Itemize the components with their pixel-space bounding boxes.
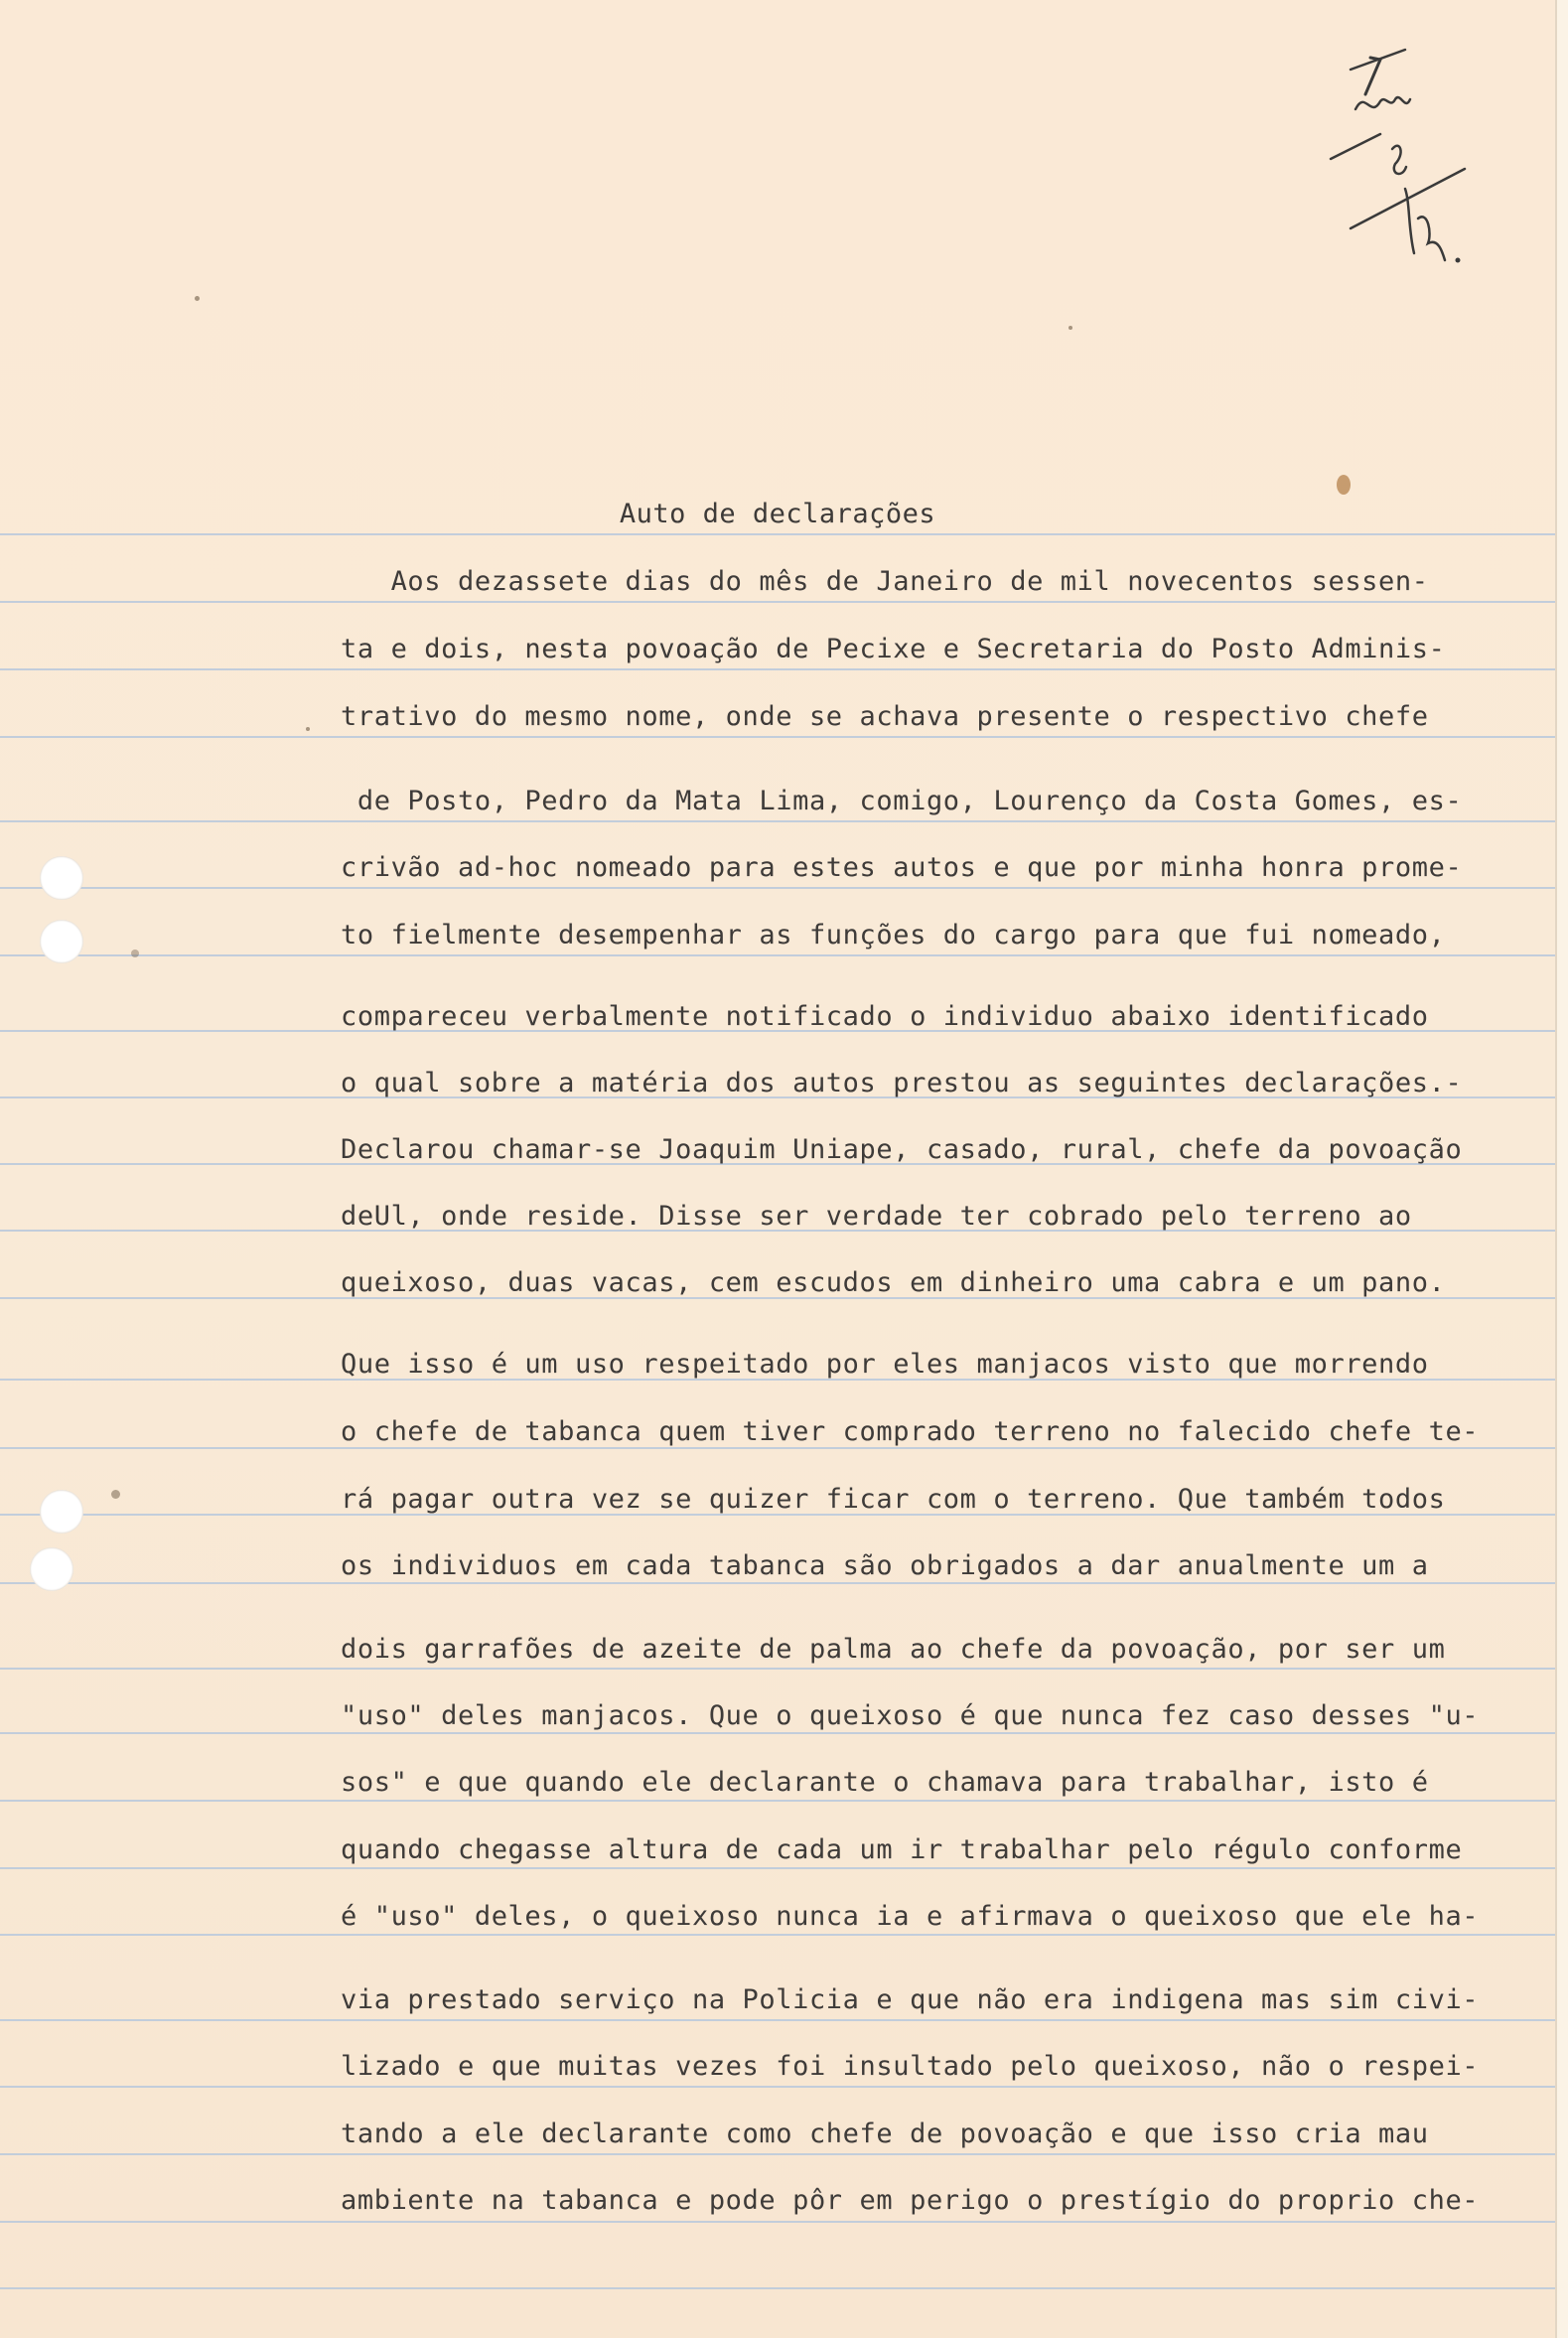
paper-spot [1337, 475, 1351, 495]
text-line: deUl, onde reside. Disse ser verdade ter cobrado pelo terreno ao [341, 1201, 1412, 1232]
paper-spot [131, 950, 139, 957]
text-line: "uso" deles manjacos. Que o queixoso é que nunca fez caso desses "u- [341, 1700, 1480, 1731]
text-line: os individuos em cada tabanca são obrigados a dar anualmente um a [341, 1550, 1429, 1581]
paper-spot [195, 296, 200, 301]
ruled-line [0, 2019, 1555, 2021]
binder-hole [30, 1547, 73, 1591]
text-line: lizado e que muitas vezes foi insultado pelo queixoso, não o respei- [341, 2051, 1480, 2082]
ruled-line [0, 2086, 1555, 2088]
text-line: sos" e que quando ele declarante o chamava para trabalhar, isto é [341, 1767, 1429, 1798]
ruled-line [0, 1732, 1555, 1734]
paper-spot [111, 1490, 120, 1499]
ruled-line [0, 668, 1555, 670]
ruled-line [0, 2153, 1555, 2155]
text-line: compareceu verbalmente notificado o individuo abaixo identificado [341, 1001, 1429, 1032]
text-line: de Posto, Pedro da Mata Lima, comigo, Lourenço da Costa Gomes, es- [341, 786, 1463, 816]
paper-spot [1069, 326, 1072, 330]
binder-hole [40, 856, 83, 900]
text-line: queixoso, duas vacas, cem escudos em dinheiro uma cabra e um pano. [341, 1267, 1446, 1298]
ruled-line [0, 1668, 1555, 1670]
ruled-line [0, 1934, 1555, 1936]
text-line: to fielmente desempenhar as funções do cargo para que fui nomeado, [341, 920, 1446, 950]
text-line: via prestado serviço na Policia e que não era indigena mas sim civi- [341, 1984, 1480, 2015]
ruled-line [0, 533, 1555, 535]
text-line: o qual sobre a matéria dos autos prestou as seguintes declarações.- [341, 1068, 1463, 1098]
document-title: Auto de declarações [619, 499, 936, 529]
text-line: crivão ad-hoc nomeado para estes autos e que por minha honra prome- [341, 852, 1463, 883]
ruled-line [0, 1582, 1555, 1584]
ruled-line [0, 1447, 1555, 1449]
binder-hole [40, 1490, 83, 1534]
ruled-line [0, 1867, 1555, 1869]
text-line: trativo do mesmo nome, onde se achava presente o respectivo chefe [341, 701, 1429, 732]
paper-spot [306, 727, 310, 731]
text-line: dois garrafões de azeite de palma ao chefe da povoação, por ser um [341, 1634, 1446, 1665]
binder-hole [40, 920, 83, 963]
ruled-line [0, 954, 1555, 956]
text-line: quando chegasse altura de cada um ir trabalhar pelo régulo conforme [341, 1834, 1463, 1865]
ruled-line [0, 887, 1555, 889]
text-line: Declarou chamar-se Joaquim Uniape, casado, rural, chefe da povoação [341, 1134, 1463, 1165]
text-line: rá pagar outra vez se quizer ficar com o terreno. Que também todos [341, 1484, 1446, 1515]
ruled-line [0, 601, 1555, 603]
ruled-line [0, 1800, 1555, 1802]
text-line: o chefe de tabanca quem tiver comprado terreno no falecido chefe te- [341, 1416, 1480, 1447]
ruled-line [0, 2221, 1555, 2223]
ruled-line [0, 2287, 1555, 2289]
ruled-line [0, 820, 1555, 822]
text-line: ta e dois, nesta povoação de Pecixe e Secretaria do Posto Adminis- [341, 634, 1446, 664]
text-line: é "uso" deles, o queixoso nunca ia e afirmava o queixoso que ele ha- [341, 1901, 1480, 1932]
text-line: Aos dezassete dias do mês de Janeiro de mil novecentos sessen- [341, 566, 1429, 597]
handwritten-annotation [1311, 40, 1480, 268]
text-line: Que isso é um uso respeitado por eles manjacos visto que morrendo [341, 1349, 1429, 1380]
ruled-line [0, 736, 1555, 738]
text-line: tando a ele declarante como chefe de povoação e que isso cria mau [341, 2119, 1429, 2149]
text-line: ambiente na tabanca e pode pôr em perigo o prestígio do proprio che- [341, 2185, 1480, 2216]
